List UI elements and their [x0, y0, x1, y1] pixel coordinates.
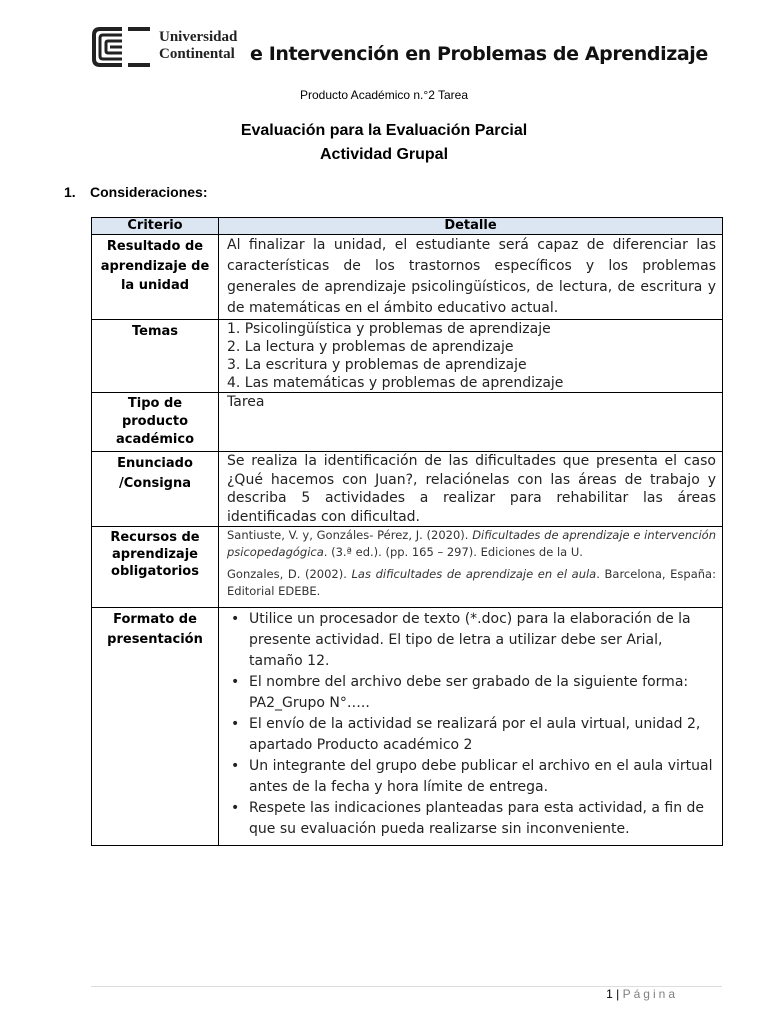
logo-line-1: Universidad	[159, 29, 238, 45]
table-header-row	[92, 218, 723, 235]
reference-1	[227, 527, 716, 561]
section-title: Consideraciones:	[90, 184, 208, 200]
table-row	[92, 608, 723, 846]
row-detail-temas	[219, 320, 723, 393]
ref2-title: Las dificultades de aprendizaje en el aula	[351, 567, 597, 581]
section-heading	[64, 184, 207, 200]
table-row	[92, 320, 723, 393]
row-detail-tipo: Tarea	[219, 393, 723, 452]
table-row	[92, 235, 723, 320]
table-row	[92, 527, 723, 608]
row-label-temas: Temas	[92, 320, 219, 393]
course-title: e Intervención en Problemas de Aprendizaje	[250, 43, 708, 65]
title-line-1: Evaluación para la Evaluación Parcial	[240, 122, 528, 139]
footer-separator: |	[616, 987, 620, 1001]
title-line-2: Actividad Grupal	[319, 146, 449, 163]
logo-line-2: Continental	[159, 46, 235, 62]
row-label-formato: Formato de presentación	[92, 608, 219, 846]
row-detail-resultado: Al finalizar la unidad, el estudiante será capaz de diferenciar las características de los trastornos específicos y los problemas generales de aprendizaje psicolingüísticos, de lectura, de escritura y de matemáticas en el ámbito educativo actual.	[219, 235, 723, 320]
criteria-table	[91, 217, 723, 846]
row-label-enunciado: Enunciado /Consigna	[92, 452, 219, 527]
ref2-authors: Gonzales, D. (2002).	[227, 567, 347, 581]
logo-wordmark	[159, 29, 237, 63]
tema-item: 2. La lectura y problemas de aprendizaje	[227, 339, 514, 355]
row-detail-formato	[219, 608, 723, 846]
list-item: • Respete las indicaciones planteadas para esta actividad, a fin de que su evaluación pueda realizarse sin inconveniente.	[229, 798, 716, 840]
row-label-recursos: Recursos de aprendizaje obligatorios	[92, 527, 219, 608]
page-word: Página	[622, 987, 678, 1001]
list-item: • Utilice un procesador de texto (*.doc) para la elaboración de la presente actividad. El tipo de letra a utilizar debe ser Arial, tamaño 12.	[229, 609, 716, 672]
ref1-title: Dificultades de aprendizaje e intervención psicopedagógica	[227, 528, 716, 559]
tema-item: 3. La escritura y problemas de aprendizaje	[227, 357, 527, 373]
page-header	[92, 24, 732, 74]
header-criterio: Criterio	[92, 218, 219, 235]
header-detalle: Detalle	[219, 218, 723, 235]
row-detail-enunciado: Se realiza la identificación de las dificultades que presenta el caso ¿Qué hacemos con Juan?, relaciónelas con las áreas de trabajo y describa 5 actividades a realizar para rehabilitar las áreas identificadas con dificultad.	[219, 452, 723, 527]
list-item: • El nombre del archivo debe ser grabado de la siguiente forma: PA2_Grupo N°…..	[229, 672, 716, 714]
page-number: 1	[606, 987, 613, 1001]
tema-item: 4. Las matemáticas y problemas de aprendizaje	[227, 375, 564, 391]
table-row	[92, 452, 723, 527]
section-number: 1.	[64, 184, 76, 200]
list-item: • Un integrante del grupo debe publicar el archivo en el aula virtual antes de la fecha y hora límite de entrega.	[229, 756, 716, 798]
page-footer	[606, 987, 678, 1001]
row-label-tipo: Tipo de producto académico	[92, 393, 219, 452]
row-detail-recursos	[219, 527, 723, 608]
reference-2	[227, 566, 716, 600]
row-label-resultado: Resultado de aprendizaje de la unidad	[92, 235, 219, 320]
university-logo-icon	[92, 27, 154, 67]
list-item: • El envío de la actividad se realizará por el aula virtual, unidad 2, apartado Producto académico 2	[229, 714, 716, 756]
tema-item: 1. Psicolingüística y problemas de aprendizaje	[227, 321, 551, 337]
table-row	[92, 393, 723, 452]
document-subtitle: Producto Académico n.°2 Tarea	[299, 88, 468, 102]
formato-list	[219, 609, 722, 840]
ref1-authors: Santiuste, V. y, Gonzáles- Pérez, J. (2020).	[227, 528, 469, 542]
ref2-rest: . Barcelona, España: Editorial EDEBE.	[227, 567, 716, 598]
ref1-rest: . (3.ª ed.). (pp. 165 – 297). Ediciones de la U.	[323, 545, 583, 559]
document-title	[0, 119, 768, 167]
